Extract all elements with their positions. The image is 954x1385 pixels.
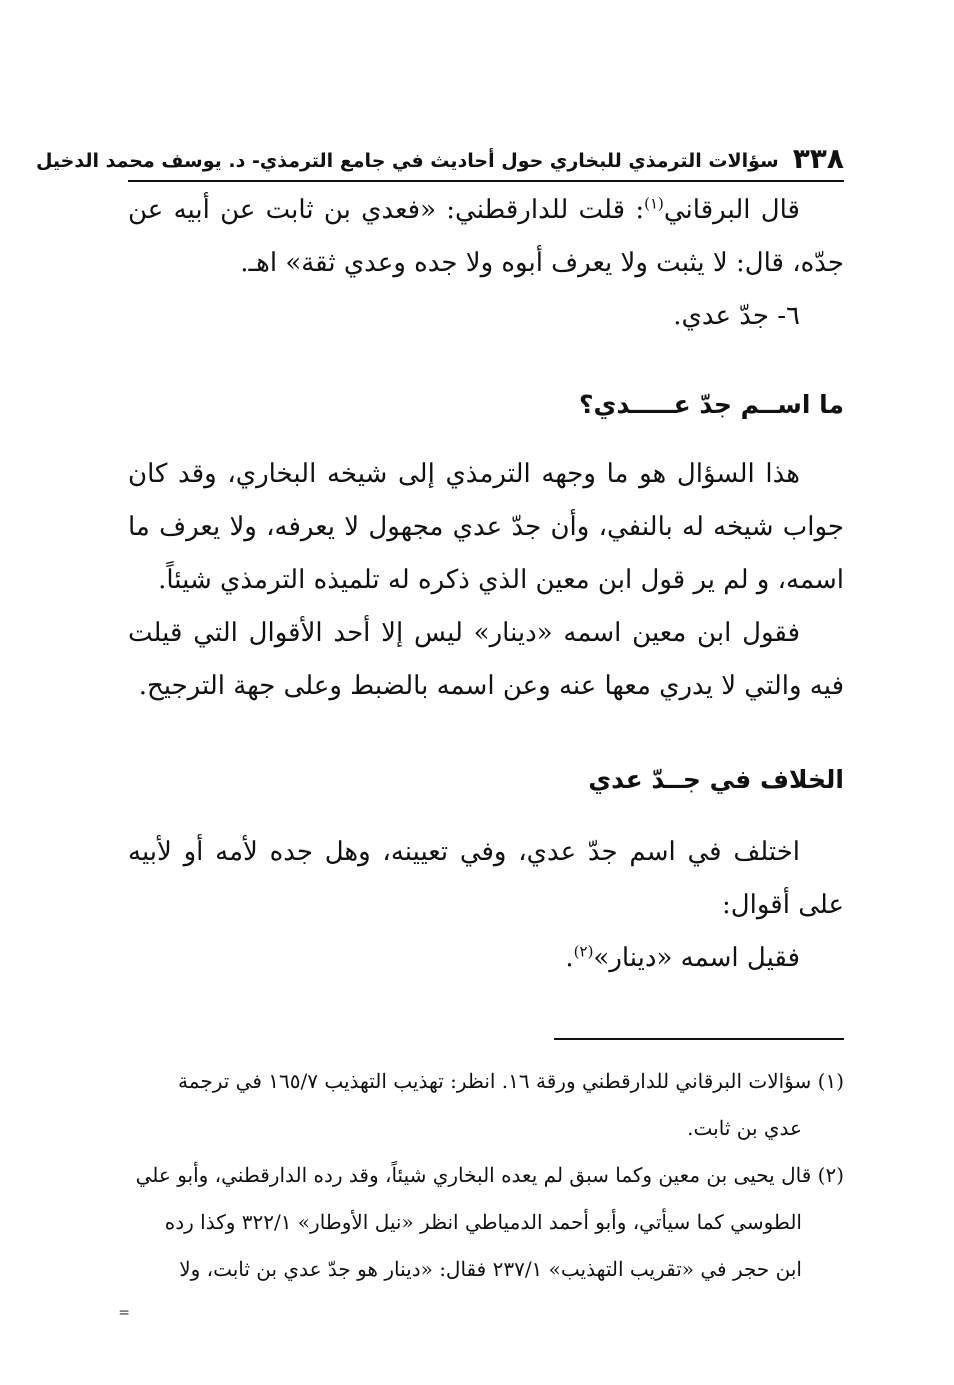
- page-header: [35, 136, 844, 176]
- section-heading-name-of-grandfather: ما اســم جدّ عـــــدي؟: [579, 390, 844, 419]
- paragraph-barqani-quote: [128, 184, 844, 343]
- paragraph-text: هذا السؤال هو ما وجهه الترمذي إلى شيخه البخاري، وقد كان جواب شيخه له بالنفي، وأن جدّ عدي مجهول لا يعرفه، ولا يعرف ما اسمه، و لم ير قول ابن معين الذي ذكره له تلميذه الترمذي شيئاً.: [128, 459, 844, 595]
- footnote-text: ابن حجر في «تقريب التهذيب» ٢٣٧/١ فقال: «دينار هو جدّ عدي بن ثابت، ولا: [179, 1257, 802, 1281]
- footnote-2: [128, 1152, 844, 1199]
- footnote-number: (١): [817, 1069, 844, 1093]
- footnote-1: [128, 1058, 844, 1105]
- footnote-text: عدي بن ثابت.: [687, 1116, 802, 1140]
- paragraph-text: فقيل اسمه «دينار»: [593, 943, 800, 973]
- running-title: سؤالات الترمذي للبخاري حول أحاديث في جامع الترمذي- د. يوسف محمد الدخيل: [35, 150, 779, 172]
- footnotes: [128, 1058, 844, 1293]
- section-heading-disagreement: الخلاف في جــدّ عدي: [588, 765, 844, 794]
- paragraph-text: : قلت للدارقطني: «فعدي بن ثابت عن أبيه عن جدّه، قال: لا يثبت ولا يعرف أبوه ولا جده وعدي ثقة» اهـ.: [128, 195, 844, 278]
- footnote-text: سؤالات البرقاني للدارقطني ورقة ١٦. انظر: تهذيب التهذيب ١٦٥/٧ في ترجمة: [178, 1069, 812, 1093]
- footnote-rule: [554, 1038, 844, 1040]
- paragraph-text: اختلف في اسم جدّ عدي، وفي تعيينه، وهل جده لأمه أو لأبيه على أقوال:: [128, 837, 844, 920]
- footnote-number: (٢): [817, 1163, 844, 1187]
- footnote-ref: (٢): [573, 942, 594, 961]
- footnote-text: قال يحيى بن معين وكما سبق لم يعده البخاري شيئاً، وقد رده الدارقطني، وأبو علي: [135, 1163, 812, 1187]
- paragraph-text: فقول ابن معين اسمه «دينار» ليس إلا أحد الأقوال التي قيلت فيه والتي لا يدري معها عنه وعن اسمه بالضبط وعلى جهة الترجيح.: [128, 618, 844, 701]
- page-number: ٣٣٨: [792, 142, 844, 175]
- footnote-text: الطوسي كما سيأتي، وأبو أحمد الدمياطي انظر «نيل الأوطار» ٣٢٢/١ وكذا رده: [164, 1210, 802, 1234]
- continuation-marker: =: [118, 1305, 130, 1321]
- paragraph-text: قال البرقاني: [663, 195, 800, 225]
- footnote-ref: (١): [644, 194, 664, 213]
- paragraph-disagreement: اختلف في اسم جدّ عدي، وفي تعيينه، وهل جده لأمه أو لأبيه على أقوال: فقيل اسمه «دينار»$^{(٢)}$.: [128, 826, 844, 985]
- list-item-6: ٦- جدّ عدي.: [673, 301, 800, 331]
- paragraph-question-answer: [128, 448, 844, 713]
- header-rule: [128, 180, 844, 182]
